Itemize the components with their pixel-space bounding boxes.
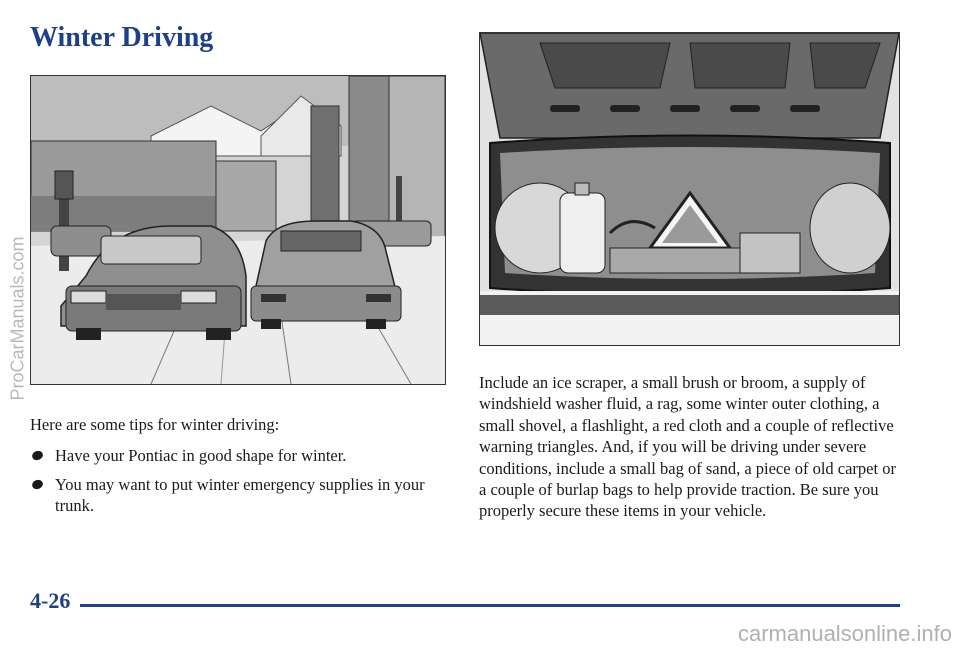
list-item-text: Have your Pontiac in good shape for winter. [55,446,347,465]
side-watermark: ProCarManuals.com [7,236,28,401]
bullet-icon [31,478,44,490]
bullet-icon [31,449,44,461]
page-title: Winter Driving [30,22,214,53]
supplies-section [479,372,899,522]
supplies-paragraph: Include an ice scraper, a small brush or broom, a supply of windshield washer fluid, a rag, some winter outer clothing, a small shovel, a flashlight, a red cloth and a couple of reflective warning triangles. And, if you will be driving under severe conditions, include a small bag of sand, a piece of old carpet or a couple of burlap bags to help provide traction. Be sure you properly secure these items in your vehicle. [479,373,896,521]
tips-section [30,414,450,524]
list-item [30,474,450,516]
footer-rule [80,604,900,607]
page-number: 4-26 [30,588,71,613]
tips-intro: Here are some tips for winter driving: [30,415,280,434]
list-item-text: You may want to put winter emergency supplies in your trunk. [55,475,425,515]
tips-list [30,445,450,516]
winter-street-illustration [30,75,446,385]
list-item [30,445,450,466]
car-trunk-illustration [479,32,900,346]
bottom-watermark: carmanualsonline.info [737,621,952,646]
